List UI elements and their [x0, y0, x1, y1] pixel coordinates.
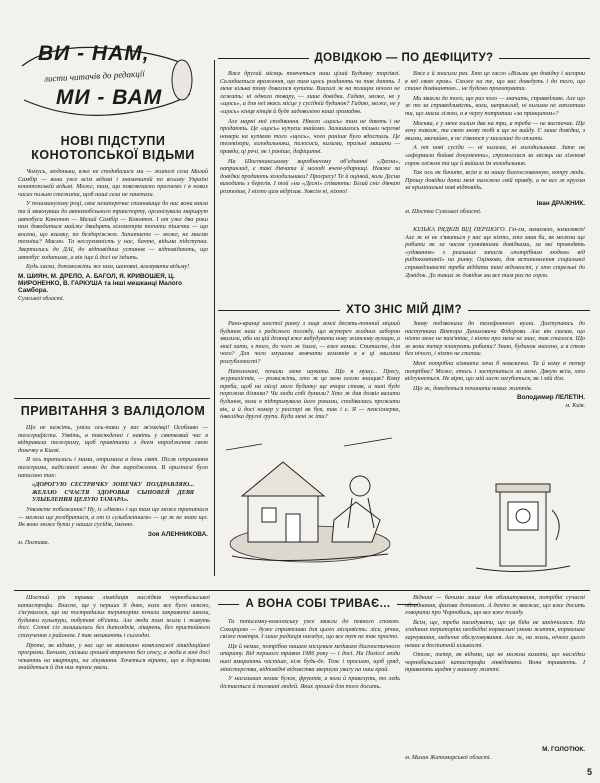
rubric-subtitle: листи читачів до редакції [43, 68, 145, 84]
article-house-author: Володимир ЛЕЛЕТІН. [516, 394, 585, 402]
article-life-place: м. Малин Житомирської області. [405, 755, 492, 761]
article-life-column-3 [405, 594, 585, 744]
article-validol-paragraph: Що не кажіть, уміли ось-таки у нас зв'язківці! Особливо — телеграфісти. Уявіть, в повсякденні і навіть у святковий час я відправила телеграму, щоб привітати з днем народження свою донечку в Києві. [18, 424, 208, 454]
article-witches-paragraph: У позаминулому році, своє незаперечне становище до нас вона взяла та й звикнувши до автомобільного транспорту, організувала маршрут автобуса Конотоп — Малий Самбір — Конотоп. І от уже два роки нам доводиться майже двадцять кілометрів топати пішечки — що восени, що взимку, по бездоріжжю. Запитаєте — може, не маємо техніки? Маємо. Та неслухняність у нас, бачте, відьма підступна. Звертались до ДАІ, до відповідних установ — відповідають, що автобус ходитиме, а він іще й досі не їздить. [18, 200, 208, 261]
article-house-paragraph: Рано-вранці шостої ранку з лиця землі десять-тонний міцний будинок наш з радісного погляду, що всупереч жодних заборон звалили, аби на цій ділянці вже вибудувати нову житлову вулицю, а моєї хати, з того, до чого ж їхала, — вже немає. Спитаєте, для чого? Для чого змушена мовчати земляків я в ці хвилини розгубленості? [220, 320, 400, 365]
article-deficit-author: Іван ДРАЖНИК. [536, 200, 585, 207]
article-house-paragraph: Наполохані, почали мене шукати. Що я мушу... Пресу, журналістів, — розкажіть, хто ж це мою оселю знищив? Кому треба, щоб на місці мого будинку ще вчора стояв, а нині буде порожня ділянка? Чи люди собі думали? Хто ж дав дозвіл валити будинок, коли я підтримувала його роками, сподівалась прожити вік, а й досі номер у реєстрі як був, так і є. Я — пенсіонерка, інвалідка другої групи. Куди мені ж іти? [220, 367, 400, 421]
article-validol-paragraph: Уявляєте побажання? Ну, із «дівою» і що там ще може трапитися — можна ще розібратися, а от із «улыбленнием» — це ж не знаю що. Як воно може бути у наших сусідів, іменно. [18, 505, 208, 529]
article-deficit-paragraph: Вже другий місяць товчеться наш цілий Будинку торгівлі. Складається враження, що там щось роздають чи так дають. І мене кілька тому довелося купити. Взагалі ж на полицях нічого не лежить: ні одного товару, — лише довідки. Гадаю, може, не у «щось», а для неї якесь місце у сусідній будинок? Гадаю, може, не у «щось» кінця кінців й буде задоволено наші громадян. [220, 70, 400, 115]
article-deficit-paragraph: Москва, є у мене килим два на три, а треба — не вистачає. Ще хочу також, та свою знову тобі я ще не вийду. Є лише довідки, з якими, звичайно, я не з'явлюся у магазині до оплати. [405, 119, 585, 142]
article-house-paragraph: Знову подзвонила до телефонного вузла. Доступаюсь до наступника Віктора Даниловича Фідорова. Але він сказав, що ніхто мене не пам'ятає, і ніхто про мене не знає, так сталося. Що ж вони тепер планують робити? Знаю, будинок знесено, а я стою без нічого, і ніхто не спитає. [405, 320, 585, 358]
article-deficit-paragraph: Вже є й зносили раз. Хто це гасло «Візьми цю довідку і загорни в неї свою кров». Схоже на те, що нас доведуть і до того, що стане домінантою... не будемо проектувати. [405, 70, 585, 93]
rubric-title-top: ВИ - НАМ, [38, 42, 150, 65]
article-life-column-2 [220, 618, 400, 772]
article-witches-paragraph: Будь ласка, допоможіть же нам, шановні, вгамувати відьму! [26, 263, 190, 271]
article-life-column-1 [18, 594, 210, 772]
article-life-paragraph: У магазинах немає булок, фруктів, а коли й привезуть, то ледь дістається й половині людей. Яких грошей для того досить. [220, 675, 400, 690]
illustration-house-sketch [222, 424, 398, 574]
article-house-paragraph: Що ж, доведеться починати нових життів. [413, 384, 533, 392]
article-deficit-place: м. Шостка Сумської області. [405, 209, 482, 215]
article-life-author: М. ГОЛОТЮК. [542, 746, 585, 753]
article-validol-paragraph: Я ось трапилась і мама, отримала в день свят. Після отримання телеграми, надісланої мною до дня народження. В оригіналі було написано так: [18, 456, 208, 479]
article-receipt-paragraph: КІЛЬКА РЯДКІВ ВІД ПЕРШОГО. Гм-гм, замаляло, замалявся! Але ж ні не з'явиться у нас ще ніхто, хто знав би, як можна ще робити як за часом сумнівними довідками, за які проводять «удавання» з реальних запасів «потрібним людям» від радіокомпанії» на ринку. Оцінково, для встановлення соціальної справедливості треба віддати такі відомості, у хто стрельні до Довідок. До таких ж довідок ми все тим раз по горло. [405, 226, 585, 279]
article-validol-author: Зоя АЛЕННИКОВА. [147, 530, 208, 538]
article-deficit-titlebar [218, 52, 590, 64]
article-life-paragraph: Проте, як відомо, у нас ще не виконано комплексної ліквідаційної програми. Бачимо, скільки грошей втрачено без сенсу, а люди в зоні досі чекають на квартири, на лікування. Хочеться вірити, що в держави знайдеться й для них трохи уваги. [18, 641, 210, 672]
article-life-paragraph: Отож, тепер, як відомо, ще не можна казати, що наслідки чорнобильської катастрофи ліквідовано. Вони тривають. І тривають щодня у нашому житті. [405, 651, 585, 674]
article-life-titlebar [218, 598, 418, 610]
article-witches-paragraph: Чомусь, людоньки, вже не сподобалися ми — жителі села Малий Самбір — вони уже всім відомі і знаменитій по всьому Україні конотопській відьмі. Може, тим, що повсякчасно прагнемо і в нових часах пильно стежити, щоб наші села не занепали. [18, 168, 208, 198]
article-witches-title: НОВІ ПІДСТУПИ КОНОТОПСЬКОЇ ВІДЬМИ [31, 134, 195, 162]
article-validol [18, 402, 208, 588]
article-deficit-byline [405, 198, 585, 215]
article-deficit-paragraph: Так ось як бачите, всім я за нашу благословенную, котру люди. Прошу довідки дати мені належно свій правду, а не все ж кругом за кримінальні нові відповідь. [405, 169, 585, 192]
article-life-paragraph: Всім, ще, треба нагадувати, що ця біда не закінчилася. На згаданих територіях необхідні нормальні умови життя, нормальне харчування, медичне обслуговування. Але ж, на жаль, нічого цього немає в достатній кількості. [405, 618, 585, 649]
article-deficit-column-2 [405, 70, 585, 198]
article-life-paragraph: Та пописемну-комлекську уже звикли до певного спокою. Сокирцево — дуже сприятлива для цього місцевість: ліси, річки, свіже повітря. І лише радіація нагадує, що все тут не так просто. [220, 618, 400, 641]
article-deficit-paragraph: А от нові сусіди — ні килима, ні холодильника. Зате ак «оформили бойові документи», спромоглися за місяць на ліжкові сорок оліжок та ще й вийшла їм холодильник. [405, 144, 585, 167]
rubric-title-bottom: МИ - ВАМ [56, 86, 163, 109]
article-witches-signatures: М. ШИЯН, М. ДРЕЛО, А. БАГОЛ, Я. КРИВОШЕЯ, Ц. МИРОНЕНКО, В. ГАРКУША та інші мешканці Малого Самбора. [18, 272, 183, 294]
article-house-place: м. Київ. [565, 403, 585, 410]
article-validol-telegram: «ДОРОГУЮ СЕСТРИЧКУ ЗОНЕЧКУ ПОЗДРАВЛЯЮ... ЖЕЛАЮ СЧАСТЯ ЗДОРОВЬЯ СЫНОВЕЙ ДЕВЯ УЛЫБЛЕНИЯ ЦЕЛУЮ ТАМАРА». [32, 481, 194, 504]
article-life-paragraph: Шостий рік триває ліквідація наслідків чорнобильської катастрофи. Власне, ще у перших її днях, коли все було неясно, з'ясувалося, що на пострадалих територіях почали закривати школи, будинки культури, побутові об'єкти. Але люди там жили і живуть досі. Сотні сіл залишились без дитсадків, лікарень, без пристойного сполучення з районом. І так мешкають і сьогодні. [18, 594, 210, 639]
article-life-byline [405, 744, 585, 761]
article-validol-place: м. Полтава. [18, 539, 50, 546]
article-deficit-paragraph: На Шосткинському виробничому об'єднанні «Десна», наприклад, є такі дівчата й молоді вчені-ударниці. Невже за довідки продають холодильники? Прогресу! Те й оцінюй, коли Десна виходить з берегів. І той «на «Десні» співають: Білий сніг дівчат розтопив, І ніхто цим відрізав. Зовсім ні, ніхто! [220, 157, 400, 195]
article-house-titlebar [218, 304, 590, 316]
article-witches-place: Сумської області. [18, 295, 65, 302]
article-house-title: ХТО ЗНІС МІЙ ДІМ? [346, 304, 462, 316]
article-receipt [405, 226, 585, 286]
article-deficit-column-1 [220, 70, 400, 302]
article-life-paragraph: Ще й немає, потрібна нашим місцевим медикам діагностичного апарату. Від першого травня 1986 року — і досі. На Поліссі люди нині вмирають частіше, ніж будь-де. Тож і просимо, щоб уряд, міністерства, відповідні відомства звернули увагу на наш край. [220, 642, 400, 673]
article-witches [18, 134, 208, 396]
article-life-paragraph: Віднині — бачимо лише для облаштування, потрібні сучасні обладнання, фахова допомога. А дехто ж вважає, що вже досить говорити про Чорнобиль, що все вже позаду. [405, 594, 585, 617]
page-number: 5 [586, 767, 592, 777]
illustration-phone-booth-sketch [466, 470, 578, 578]
article-deficit-title: ДОВІДКОЮ — ПО ДЕФІЦИТУ? [314, 52, 494, 64]
article-life-title: А ВОНА СОБІ ТРИВАЄ... [245, 598, 391, 610]
article-validol-title: ПРИВІТАННЯ З ВАЛІДОЛОМ [20, 404, 206, 418]
article-house-column-1 [220, 320, 400, 420]
article-deficit-paragraph: Ми звикли до того, що раз чого — значить, справедливо. Але що ж то за справедливість, коли, наприклад, ні килима не заплатиш ти, що маєш ліжко, а в чергу потрапиш «за принципом»? [405, 94, 585, 117]
article-house-paragraph: Мені потрібна кімната хоча б невеличка. Та й кому я тепер потрібна? Може, хтось і заступиться за мене. Дякую всім, хто відгукнеться. Не вірю, що мій лист загубиться, як і мій дім. [405, 359, 585, 383]
article-deficit-paragraph: Але марні мої сподівання. Нікого «щось» там не дають і не продають. Це «щось» купуєш знайомо. Залишилось тільки чергові номери на купівлю того «щось», чого раніше було вдосталь. Це телевізори, холодильники, пилососи, килими, пральні машини — правда, ці речі, як і раніше, дефіцитні. [220, 117, 400, 155]
